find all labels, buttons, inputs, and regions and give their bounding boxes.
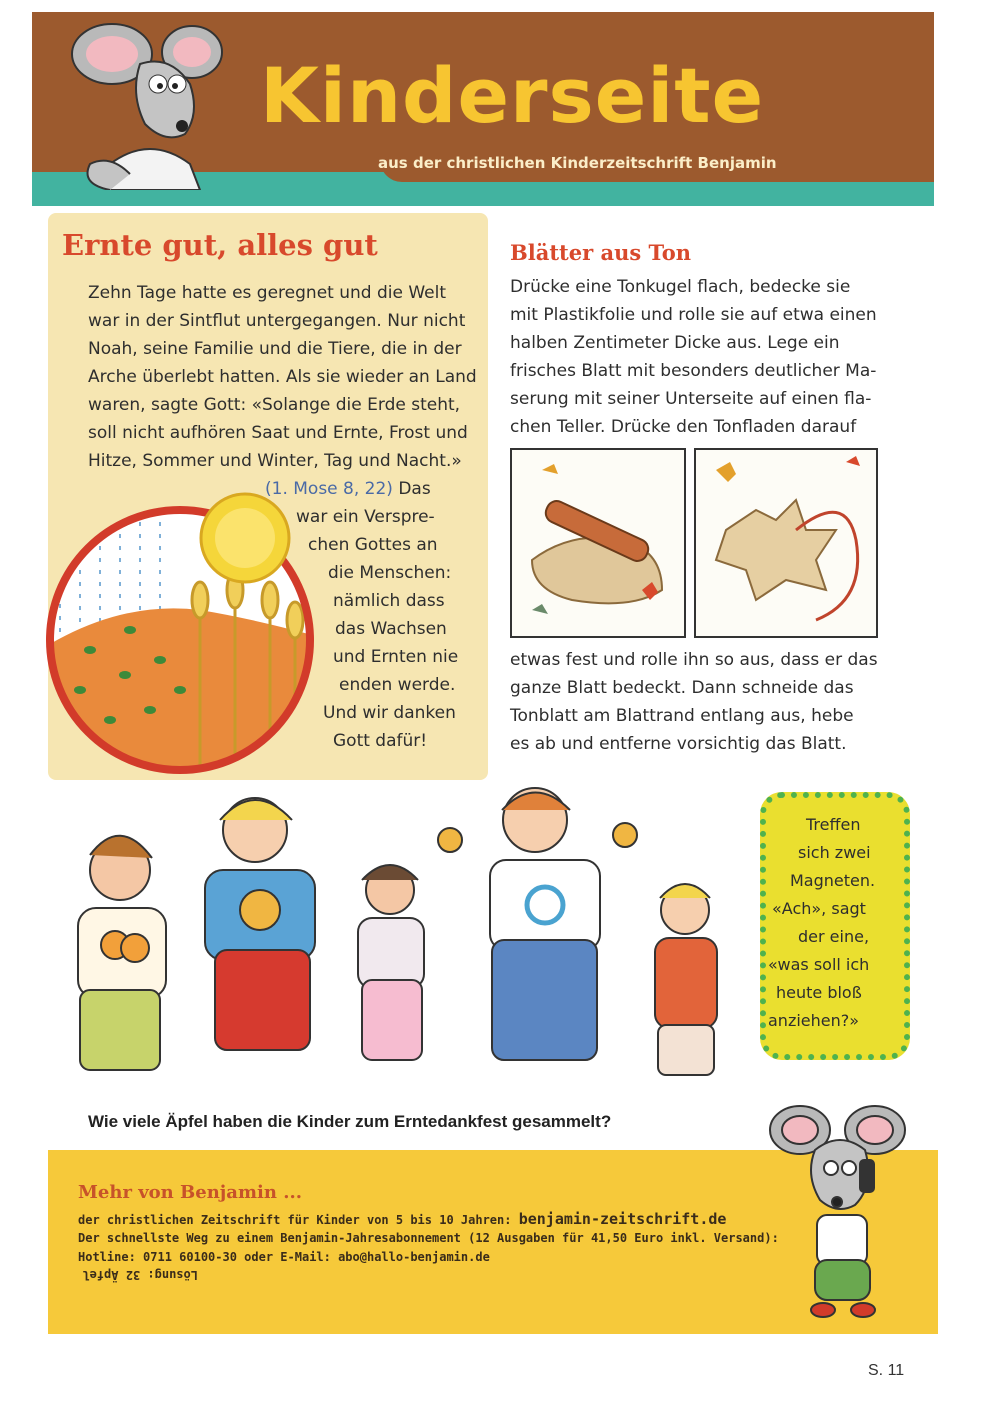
story-line: Noah, seine Familie und die Tiere, die in der <box>88 339 462 359</box>
footer-website-link[interactable]: benjamin-zeitschrift.de <box>518 1210 727 1228</box>
story-line: Arche überlebt hatten. Als sie wieder an Land <box>88 367 477 387</box>
craft-step-1-image <box>510 448 686 638</box>
craft-line: es ab und entferne vorsichtig das Blatt. <box>510 734 847 754</box>
craft-line: halben Zentimeter Dicke aus. Lege ein <box>510 333 840 353</box>
story-line: Hitze, Sommer und Winter, Tag und Nacht.» <box>88 451 462 471</box>
footer-title: Mehr von Benjamin ... <box>78 1182 302 1203</box>
craft-line: mit Plastikfolie und rolle sie auf etwa einen <box>510 305 877 325</box>
story-narrow-line: nämlich dass <box>333 591 445 611</box>
story-narrow-line: Gott dafür! <box>333 731 428 751</box>
page-number: S. 11 <box>868 1362 905 1379</box>
bible-reference: (1. Mose 8, 22) <box>265 479 393 499</box>
craft-title: Blätter aus Ton <box>510 240 691 265</box>
joke-line: «was soll ich <box>768 955 870 974</box>
story-narrow-line: war ein Verspre- <box>296 507 435 527</box>
craft-line: ganze Blatt bedeckt. Dann schneide das <box>510 678 854 698</box>
story-line: waren, sagte Gott: «Solange die Erde steht, <box>88 395 461 415</box>
story-narrow-line: und Ernten nie <box>333 647 459 667</box>
craft-line: chen Teller. Drücke den Tonfladen darauf <box>510 417 857 437</box>
mouse-phone-illustration <box>765 1090 915 1330</box>
joke-line: anziehen?» <box>768 1011 860 1030</box>
puzzle-question: Wie viele Äpfel haben die Kinder zum Erntedankfest gesammelt? <box>88 1112 612 1131</box>
joke-line: heute bloß <box>776 983 862 1002</box>
craft-line: Drücke eine Tonkugel flach, bedecke sie <box>510 277 851 297</box>
children-with-apples-illustration <box>60 780 750 1100</box>
footer-contact-line: Hotline: 0711 60100-30 oder E-Mail: abo@hallo-benjamin.de <box>78 1250 490 1264</box>
page-subtitle: aus der christlichen Kinderzeitschrift Benjamin <box>378 154 777 172</box>
craft-step-2-image <box>694 448 878 638</box>
solution-upside-down: Lösung: 32 Äpfel <box>82 1268 198 1282</box>
story-line: soll nicht aufhören Saat und Ernte, Frost und <box>88 423 468 443</box>
story-narrow-line: Und wir danken <box>323 703 456 723</box>
joke-line: «Ach», sagt <box>772 899 866 918</box>
craft-line: etwas fest und rolle ihn so aus, dass er das <box>510 650 878 670</box>
footer-line-2: Der schnellste Weg zu einem Benjamin-Jahresabonnement (12 Ausgaben für 41,50 Euro inkl. Versand): <box>78 1231 779 1245</box>
story-ref-tail: Das <box>398 479 431 499</box>
joke-line: der eine, <box>798 927 870 946</box>
craft-line: serung mit seiner Unterseite auf einen fla- <box>510 389 872 409</box>
harvest-field-illustration <box>40 480 330 780</box>
joke-line: sich zwei <box>798 843 871 862</box>
joke-line: Magneten. <box>790 871 876 890</box>
joke-line: Treffen <box>806 815 861 834</box>
story-narrow-line: die Menschen: <box>328 563 452 583</box>
story-line: Zehn Tage hatte es geregnet und die Welt <box>88 283 447 303</box>
story-narrow-line: enden werde. <box>339 675 456 695</box>
page-title: Kinderseite <box>260 51 765 140</box>
footer-line-1-text: der christlichen Zeitschrift für Kinder von 5 bis 10 Jahren: <box>78 1213 512 1227</box>
craft-line: frisches Blatt mit besonders deutlicher Ma- <box>510 361 877 381</box>
story-line: war in der Sintflut untergegangen. Nur nicht <box>88 311 466 331</box>
craft-line: Tonblatt am Blattrand entlang aus, hebe <box>510 706 854 726</box>
story-narrow-line: das Wachsen <box>335 619 447 639</box>
story-title: Ernte gut, alles gut <box>62 228 378 262</box>
story-narrow-line: chen Gottes an <box>308 535 438 555</box>
mouse-mascot-illustration <box>50 14 230 190</box>
